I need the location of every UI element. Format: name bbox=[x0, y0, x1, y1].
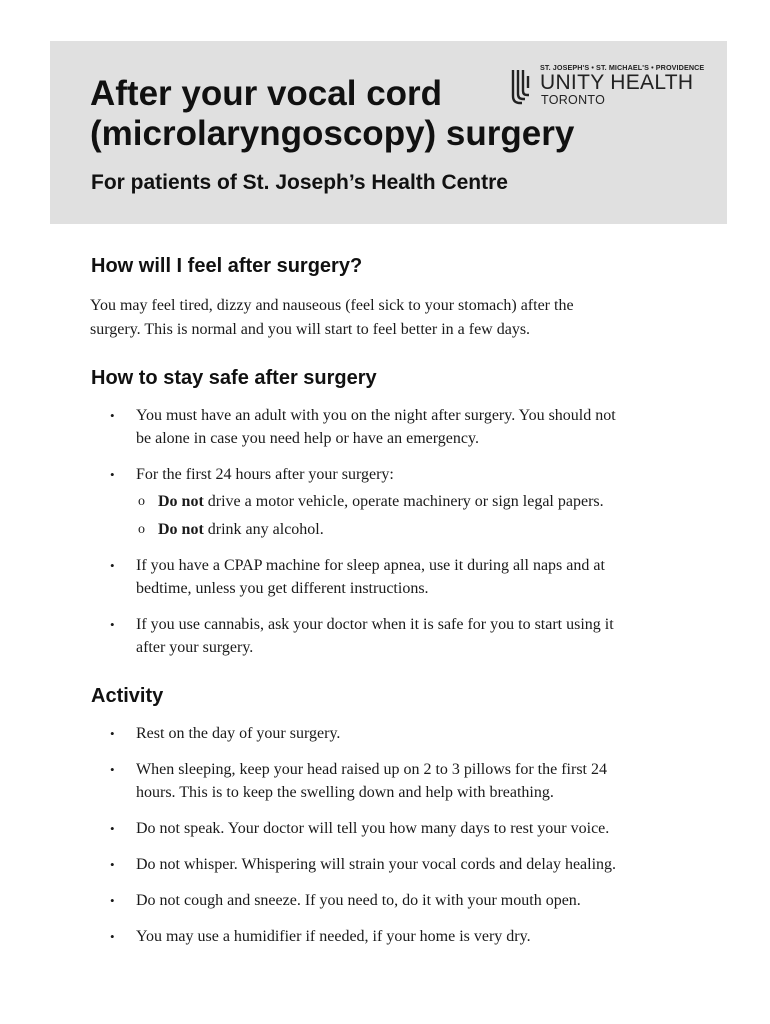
page-title-line-2: (microlaryngoscopy) surgery bbox=[90, 114, 575, 153]
list-item-line: bedtime, unless you get different instructions. bbox=[136, 580, 429, 597]
sub-list-item-text: drive a motor vehicle, operate machinery or sign legal papers. bbox=[203, 493, 604, 510]
bullet-icon: • bbox=[110, 893, 115, 908]
feel-paragraph-line: surgery. This is normal and you will start to feel better in a few days. bbox=[90, 321, 531, 338]
list-item-line: For the first 24 hours after your surgery: bbox=[136, 466, 394, 483]
list-item-line: You must have an adult with you on the night after surgery. You should not bbox=[136, 407, 616, 424]
feel-paragraph-line: You may feel tired, dizzy and nauseous (feel sick to your stomach) after the bbox=[90, 297, 574, 314]
list-item-line: You may use a humidifier if needed, if your home is very dry. bbox=[136, 928, 531, 945]
bullet-icon: • bbox=[110, 929, 115, 944]
unity-health-logo bbox=[508, 63, 708, 109]
list-item-line: When sleeping, keep your head raised up on 2 to 3 pillows for the first 24 bbox=[136, 761, 607, 778]
sub-list-item bbox=[136, 490, 708, 513]
list-item-line: be alone in case you need help or have an emergency. bbox=[136, 430, 479, 447]
bullet-icon: • bbox=[110, 617, 115, 632]
bullet-icon: • bbox=[110, 467, 115, 482]
bullet-icon: • bbox=[110, 726, 115, 741]
bullet-icon: • bbox=[110, 762, 115, 777]
list-item-line: hours. This is to keep the swelling down and help with breathing. bbox=[136, 784, 554, 801]
list-item-line: Do not cough and sneeze. If you need to, do it with your mouth open. bbox=[136, 892, 581, 909]
unity-health-logo-mark-icon bbox=[510, 66, 540, 106]
sub-bullet-icon: o bbox=[138, 494, 145, 509]
sub-list bbox=[136, 490, 708, 541]
sub-bullet-icon: o bbox=[138, 522, 145, 537]
sub-list-item bbox=[136, 518, 708, 541]
list-item bbox=[108, 722, 708, 745]
page-title-line-1: After your vocal cord bbox=[90, 74, 443, 113]
activity-list bbox=[108, 722, 708, 961]
list-item bbox=[108, 889, 708, 912]
list-item-line: If you use cannabis, ask your doctor when it is safe for you to start using it bbox=[136, 616, 614, 633]
list-item-line: after your surgery. bbox=[136, 639, 254, 656]
emphasis-text: Do not bbox=[158, 521, 204, 538]
bullet-icon: • bbox=[110, 558, 115, 573]
feel-paragraph bbox=[90, 294, 690, 342]
logo-main-text: UNITY HEALTH bbox=[540, 71, 694, 94]
list-item-line: If you have a CPAP machine for sleep apnea, use it during all naps and at bbox=[136, 557, 605, 574]
list-item bbox=[108, 404, 708, 450]
section-heading-feel: How will I feel after surgery? bbox=[91, 255, 363, 277]
section-heading-activity: Activity bbox=[91, 685, 164, 707]
logo-top-line: ST. JOSEPH'S • ST. MICHAEL'S • PROVIDENCE bbox=[540, 63, 705, 72]
bullet-icon: • bbox=[110, 857, 115, 872]
bullet-icon: • bbox=[110, 408, 115, 423]
bullet-icon: • bbox=[110, 821, 115, 836]
section-heading-safe: How to stay safe after surgery bbox=[91, 367, 377, 389]
list-item-line: Do not speak. Your doctor will tell you how many days to rest your voice. bbox=[136, 820, 610, 837]
list-item bbox=[108, 758, 708, 804]
page-subtitle: For patients of St. Joseph’s Health Centre bbox=[91, 171, 508, 194]
list-item bbox=[108, 817, 708, 840]
list-item bbox=[108, 925, 708, 948]
list-item-line: Rest on the day of your surgery. bbox=[136, 725, 341, 742]
safe-list bbox=[108, 404, 708, 672]
list-item bbox=[108, 554, 708, 600]
emphasis-text: Do not bbox=[158, 493, 204, 510]
list-item bbox=[108, 463, 708, 541]
list-item bbox=[108, 853, 708, 876]
list-item-line: Do not whisper. Whispering will strain your vocal cords and delay healing. bbox=[136, 856, 617, 873]
list-item bbox=[108, 613, 708, 659]
sub-list-item-text: drink any alcohol. bbox=[203, 521, 324, 538]
logo-sub-text: TORONTO bbox=[541, 93, 606, 107]
